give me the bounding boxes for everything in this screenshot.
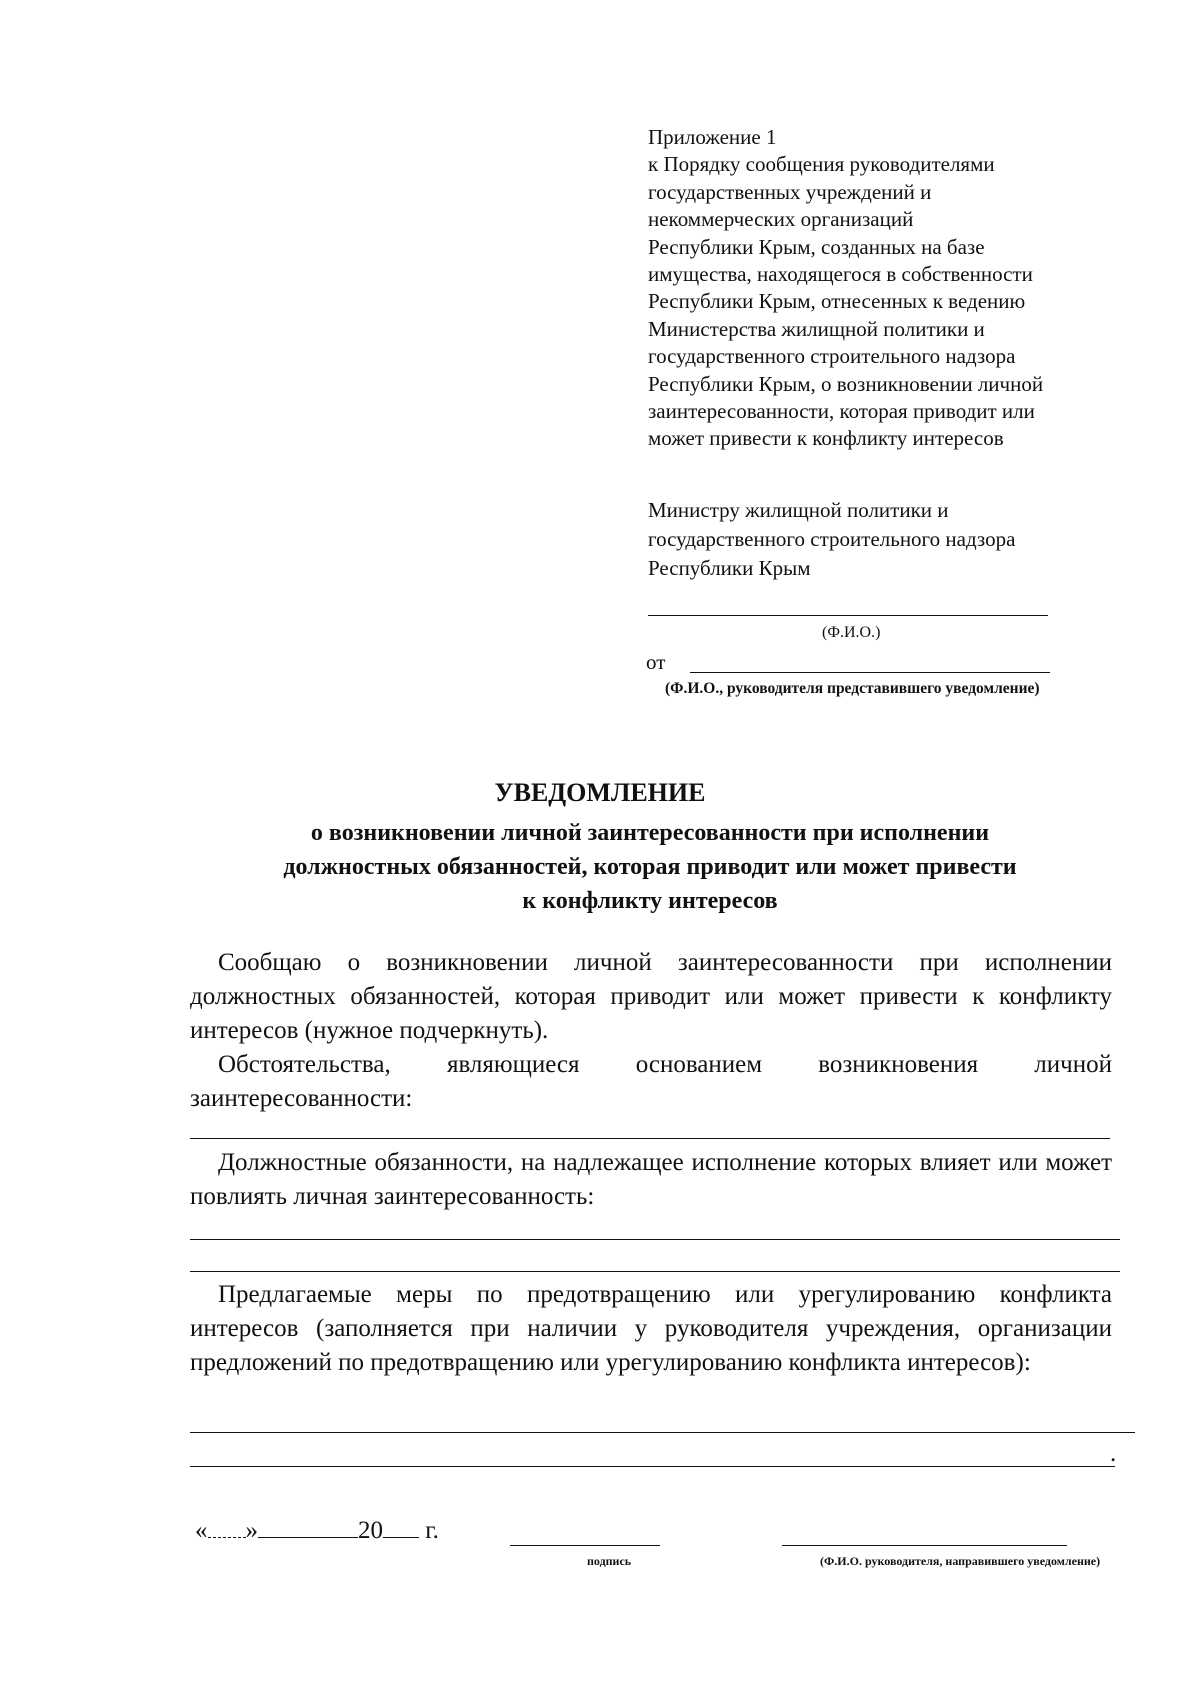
paragraph-text: Предлагаемые меры по предотвращению или урегулированию конфликта интересов (заполняется при наличии у руководителя учреждения, организации предложений по предотвращению или урегулированию конфликта интересов): [190,1281,1112,1376]
appendix-line: Министерства жилищной политики и [648,316,985,341]
quote-open: « [195,1517,208,1544]
year-blank[interactable] [383,1515,419,1538]
duties-field-line-1[interactable] [190,1239,1120,1240]
quote-close: » [245,1517,258,1544]
paragraph-text: Обстоятельства, являющиеся основанием возникновения личной [218,1051,1112,1078]
paragraph-text: Должностные обязанности, на надлежащее исполнение которых влияет или может повлиять личная заинтересованность: [190,1149,1112,1210]
sender-fio-caption: (Ф.И.О., руководителя представившего уведомление) [665,680,1040,697]
appendix-line: может привести к конфликту интересов [648,426,1004,451]
year-prefix: 20 [358,1517,383,1544]
paragraph-measures [190,1278,1112,1380]
appendix-line: Республики Крым, отнесенных к ведению [648,289,1026,314]
measures-field-line-1[interactable] [190,1432,1135,1433]
addressee-line: Республики Крым [648,556,811,580]
appendix-line: к Порядку сообщения руководителями [648,152,995,177]
addressee-line: Министру жилищной политики и [648,498,949,522]
month-blank[interactable] [258,1515,358,1538]
subtitle-line: к конфликту интересов [522,888,778,914]
paragraph-text: заинтересованности: [190,1085,413,1112]
appendix-line: некоммерческих организаций [648,207,914,232]
document-subtitle [190,816,1110,918]
year-suffix: г. [425,1517,439,1544]
addressee-line: государственного строительного надзора [648,527,1016,551]
appendix-line: государственного строительного надзора [648,344,1016,369]
document-title: УВЕДОМЛЕНИЕ [494,778,706,807]
appendix-line: Республики Крым, созданных на базе [648,234,985,259]
addressee-fio-field[interactable] [648,615,1048,616]
director-name-field[interactable] [782,1545,1067,1546]
appendix-line: Республики Крым, о возникновении личной [648,371,1044,396]
paragraph-text: Сообщаю о возникновении личной заинтересованности при исполнении должностных обязанностей, которая приводит или может привести к конфликту интересов (нужное подчеркнуть). [190,949,1112,1044]
director-name-caption: (Ф.И.О. руководителя, направившего уведомление) [820,1554,1101,1568]
end-mark: . [1110,1440,1117,1467]
appendix-line: государственных учреждений и [648,179,932,204]
signature-field[interactable] [510,1545,660,1546]
paragraph-notification [190,946,1112,1048]
sender-fio-field[interactable] [690,672,1050,673]
appendix-line: имущества, находящегося в собственности [648,262,1033,287]
circumstances-field[interactable] [190,1138,1110,1139]
paragraph-circumstances [190,1048,1112,1116]
signature-caption: подпись [587,1554,632,1568]
appendix-line: заинтересованности, которая приводит или [648,399,1035,424]
addressee-fio-caption: (Ф.И.О.) [822,624,881,641]
duties-field-line-2[interactable] [190,1271,1120,1272]
date-field[interactable] [195,1515,439,1545]
appendix-line: Приложение 1 [648,125,777,149]
from-label: от [646,650,666,674]
measures-field-line-2[interactable] [190,1466,1115,1467]
day-blank[interactable] [208,1515,246,1538]
paragraph-duties [190,1146,1112,1214]
subtitle-line: должностных обязанностей, которая приводит или может привести [283,854,1017,880]
subtitle-line: о возникновении личной заинтересованности при исполнении [310,820,990,846]
appendix-block [648,124,1168,453]
addressee-block [648,496,1168,583]
